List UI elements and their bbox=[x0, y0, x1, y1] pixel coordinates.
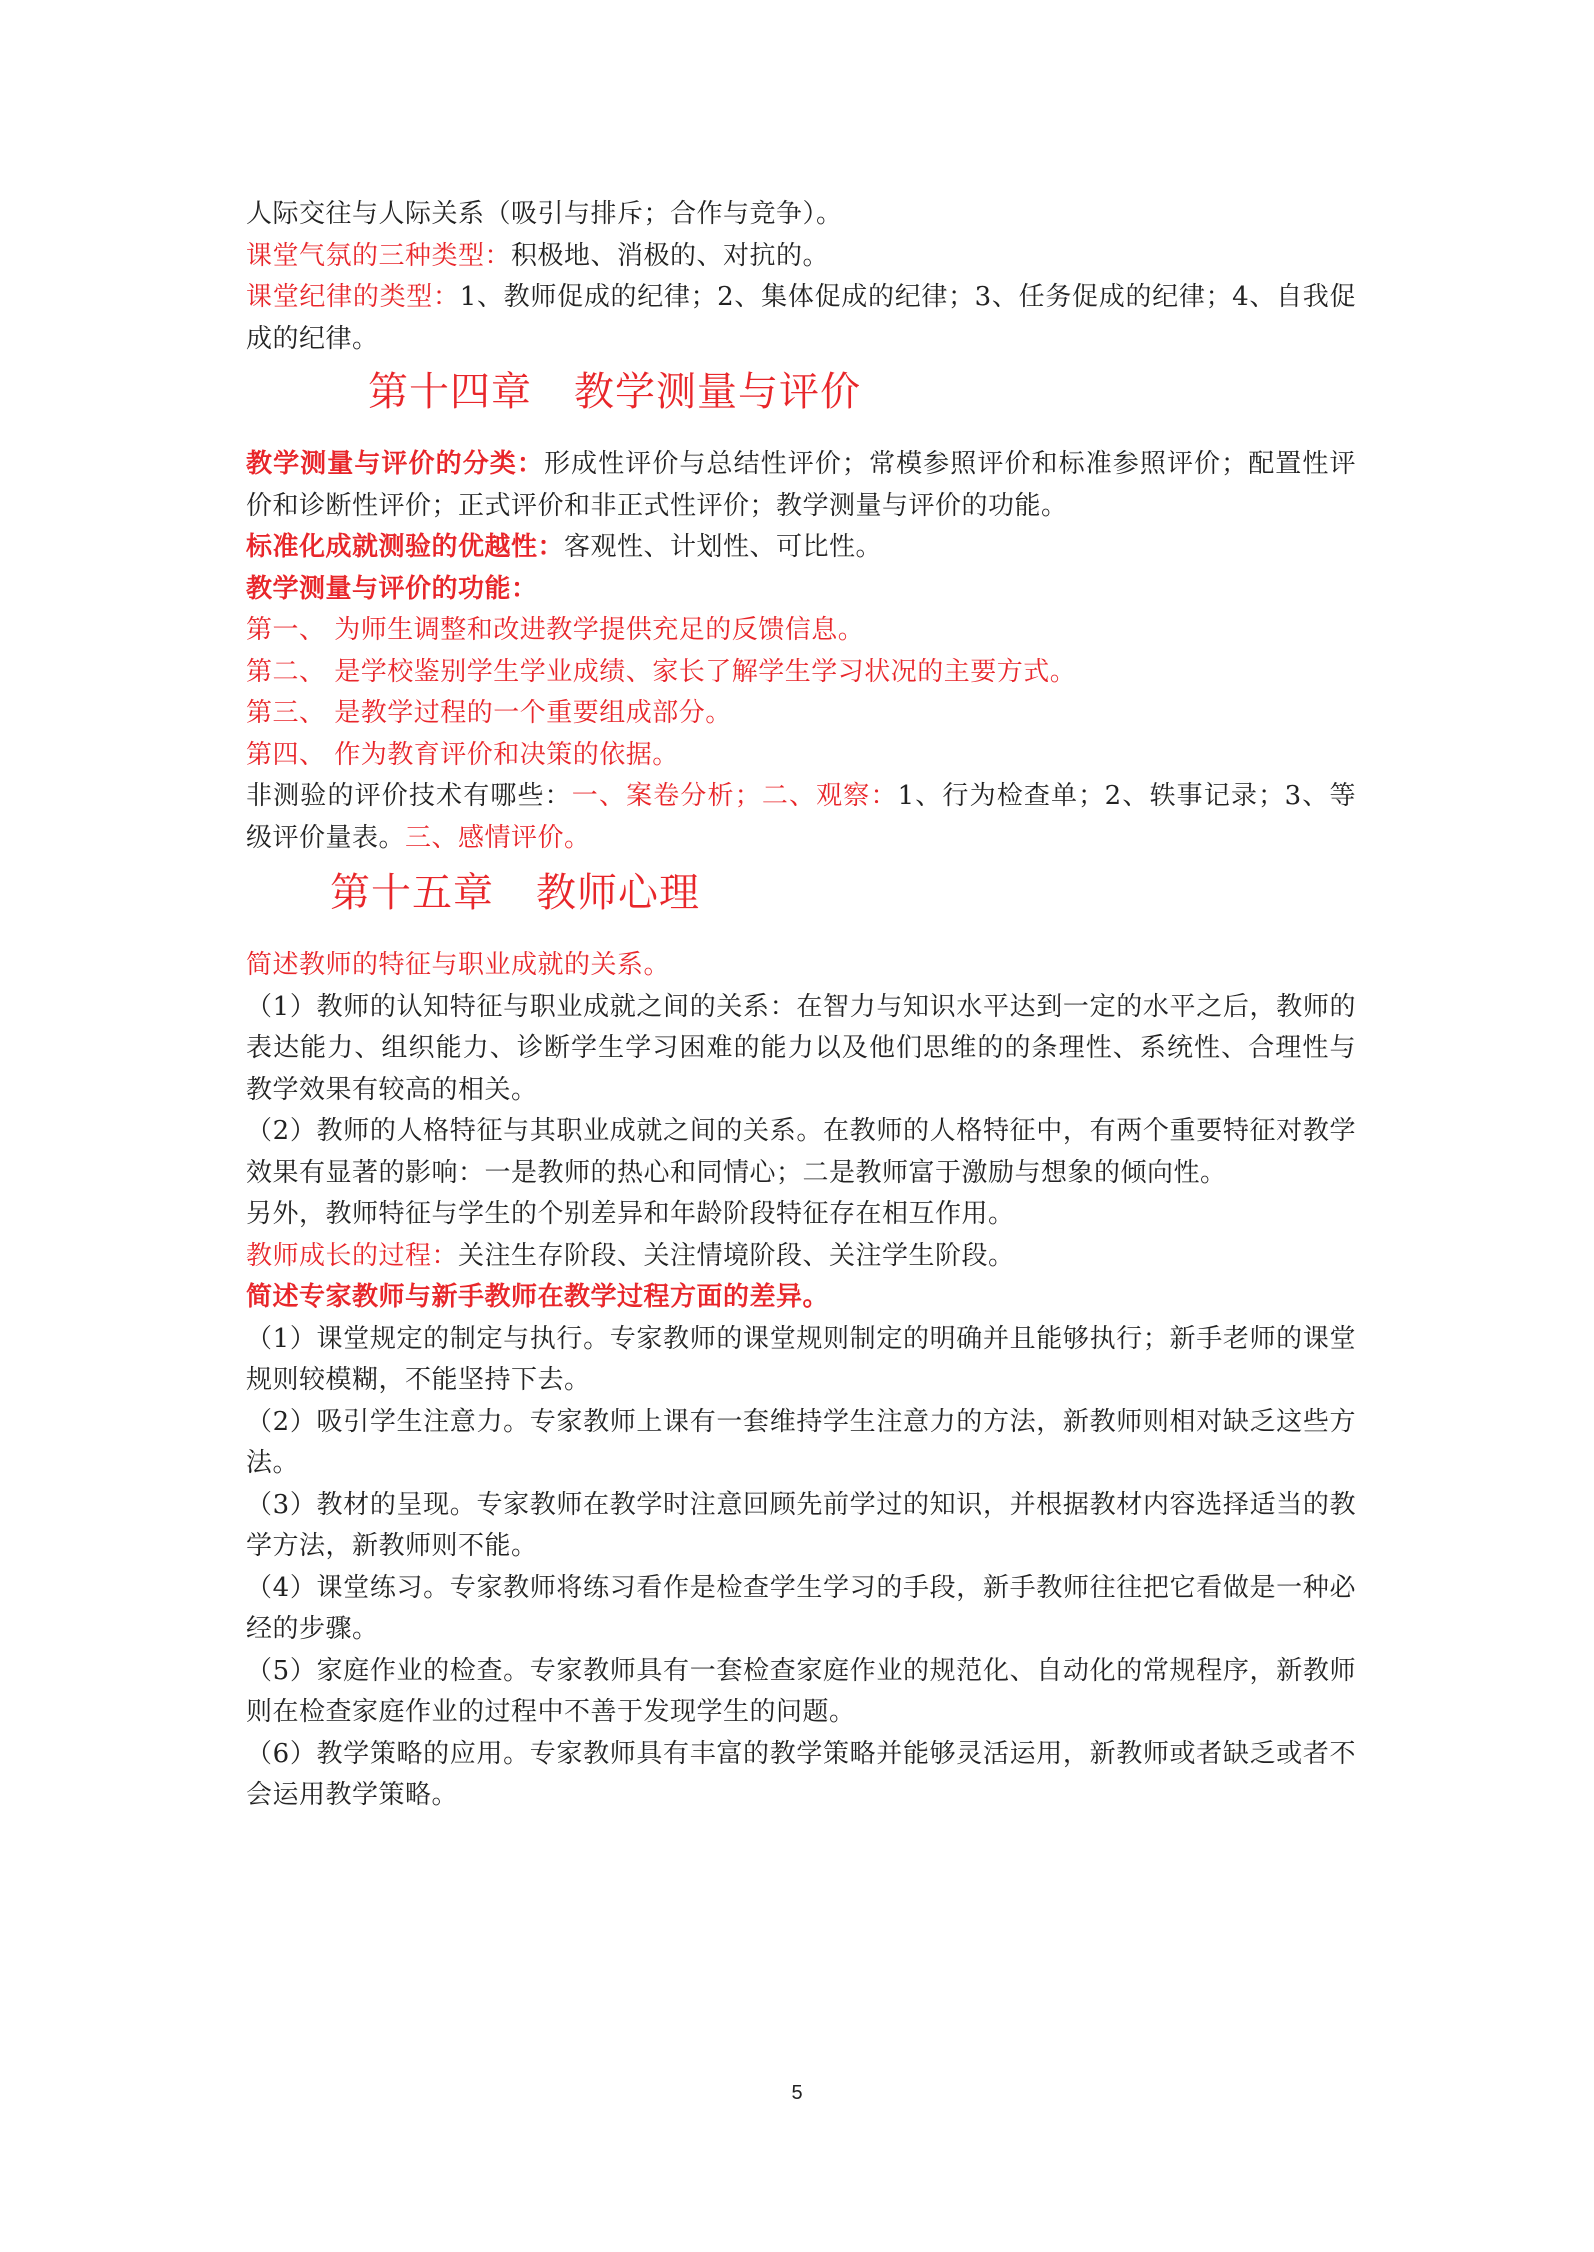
chapter-title: 教师心理 bbox=[536, 870, 700, 916]
chapter-title: 教学测量与评价 bbox=[574, 369, 861, 415]
term-label: 教学测量与评价的功能： bbox=[246, 573, 538, 604]
chapter-number: 第十五章 bbox=[330, 870, 494, 916]
chapter-number: 第十四章 bbox=[368, 369, 532, 415]
paragraph-classroom-discipline bbox=[246, 277, 1356, 360]
paragraph-teacher-growth bbox=[246, 1236, 1356, 1278]
term-label: 课堂气氛的三种类型： bbox=[246, 240, 512, 271]
answer-paragraph: （2）吸引学生注意力。专家教师上课有一套维持学生注意力的方法，新教师则相对缺乏这些方法。 bbox=[246, 1406, 1356, 1478]
paragraph-eval-functions-title bbox=[246, 569, 1356, 611]
page-number: 5 bbox=[791, 2082, 803, 2104]
question-expert-novice: 简述专家教师与新手教师在教学过程方面的差异。 bbox=[246, 1282, 830, 1312]
chapter-14-heading bbox=[246, 360, 1356, 444]
term-label: 教学测量与评价的分类： bbox=[246, 449, 544, 479]
paragraph-classroom-atmosphere bbox=[246, 236, 1356, 278]
answer-paragraph: （1）教师的认知特征与职业成就之间的关系：在智力与知识水平达到一定的水平之后，教师的表达能力、组织能力、诊断学生学习困难的能力以及他们思维的的条理性、系统性、合理性与教学效果有较高的相关。 bbox=[246, 991, 1356, 1105]
answer-paragraph: 另外，教师特征与学生的个别差异和年龄阶段特征存在相互作用。 bbox=[246, 1199, 1015, 1229]
term-label: 标准化成就测验的优越性： bbox=[246, 532, 565, 562]
chapter-15-heading bbox=[246, 859, 1356, 945]
answer-paragraph: （3）教材的呈现。专家教师在教学时注意回顾先前学过的知识，并根据教材内容选择适当的教学方法，新教师则不能。 bbox=[246, 1489, 1356, 1561]
list-item: 第一、 为师生调整和改进教学提供充足的反馈信息。 bbox=[246, 615, 865, 645]
list-item: 第二、 是学校鉴别学生学业成绩、家长了解学生学习状况的主要方式。 bbox=[246, 656, 1077, 687]
paragraph-eval-classification bbox=[246, 444, 1356, 527]
answer-paragraph: （2）教师的人格特征与其职业成就之间的关系。在教师的人格特征中，有两个重要特征对教学效果有显著的影响：一是教师的热心和同情心；二是教师富于激励与想象的倾向性。 bbox=[246, 1116, 1356, 1188]
term-text: 1、行为检查单；2、轶事记录；3、等级评价量表。 bbox=[246, 781, 1356, 853]
term-label: 教师成长的过程： bbox=[246, 1240, 459, 1271]
list-item: 第四、 作为教育评价和决策的依据。 bbox=[246, 739, 679, 770]
paragraph-non-test-techniques bbox=[246, 776, 1356, 859]
term-text: 非测验的评价技术有哪些： bbox=[246, 781, 572, 811]
answer-paragraph: （5）家庭作业的检查。专家教师具有一套检查家庭作业的规范化、自动化的常规程序，新教师则在检查家庭作业的过程中不善于发现学生的问题。 bbox=[246, 1655, 1356, 1727]
term-text: 形成性评价与总结性评价；常模参照评价和标准参照评价；配置性评价和诊断性评价；正式评价和非正式性评价；教学测量与评价的功能。 bbox=[246, 449, 1356, 521]
paragraph-text: 人际交往与人际关系（吸引与排斥；合作与竞争）。 bbox=[246, 199, 843, 229]
list-item: 第三、 是教学过程的一个重要组成部分。 bbox=[246, 698, 732, 728]
term-label: 三、感情评价。 bbox=[405, 822, 591, 853]
question-teacher-traits: 简述教师的特征与职业成就的关系。 bbox=[246, 950, 671, 980]
term-label: 一、案卷分析；二、观察： bbox=[571, 781, 898, 811]
paragraph-standardized-test bbox=[246, 527, 1356, 569]
term-label: 课堂纪律的类型： bbox=[246, 282, 460, 312]
paragraph-interpersonal bbox=[246, 194, 1356, 236]
answer-paragraph: （6）教学策略的应用。专家教师具有丰富的教学策略并能够灵活运用，新教师或者缺乏或者不会运用教学策略。 bbox=[246, 1738, 1356, 1810]
term-text: 客观性、计划性、可比性。 bbox=[564, 532, 883, 562]
term-text: 关注生存阶段、关注情境阶段、关注学生阶段。 bbox=[458, 1240, 1015, 1271]
term-text: 积极地、消极的、对抗的。 bbox=[511, 240, 830, 271]
page-content bbox=[246, 194, 1356, 1817]
answer-paragraph: （4）课堂练习。专家教师将练习看作是检查学生学习的手段，新手教师往往把它看做是一种必经的步骤。 bbox=[246, 1572, 1356, 1644]
term-text: 1、教师促成的纪律；2、集体促成的纪律；3、任务促成的纪律；4、自我促成的纪律。 bbox=[246, 282, 1356, 354]
answer-paragraph: （1）课堂规定的制定与执行。专家教师的课堂规则制定的明确并且能够执行；新手老师的课堂规则较模糊，不能坚持下去。 bbox=[246, 1323, 1356, 1395]
